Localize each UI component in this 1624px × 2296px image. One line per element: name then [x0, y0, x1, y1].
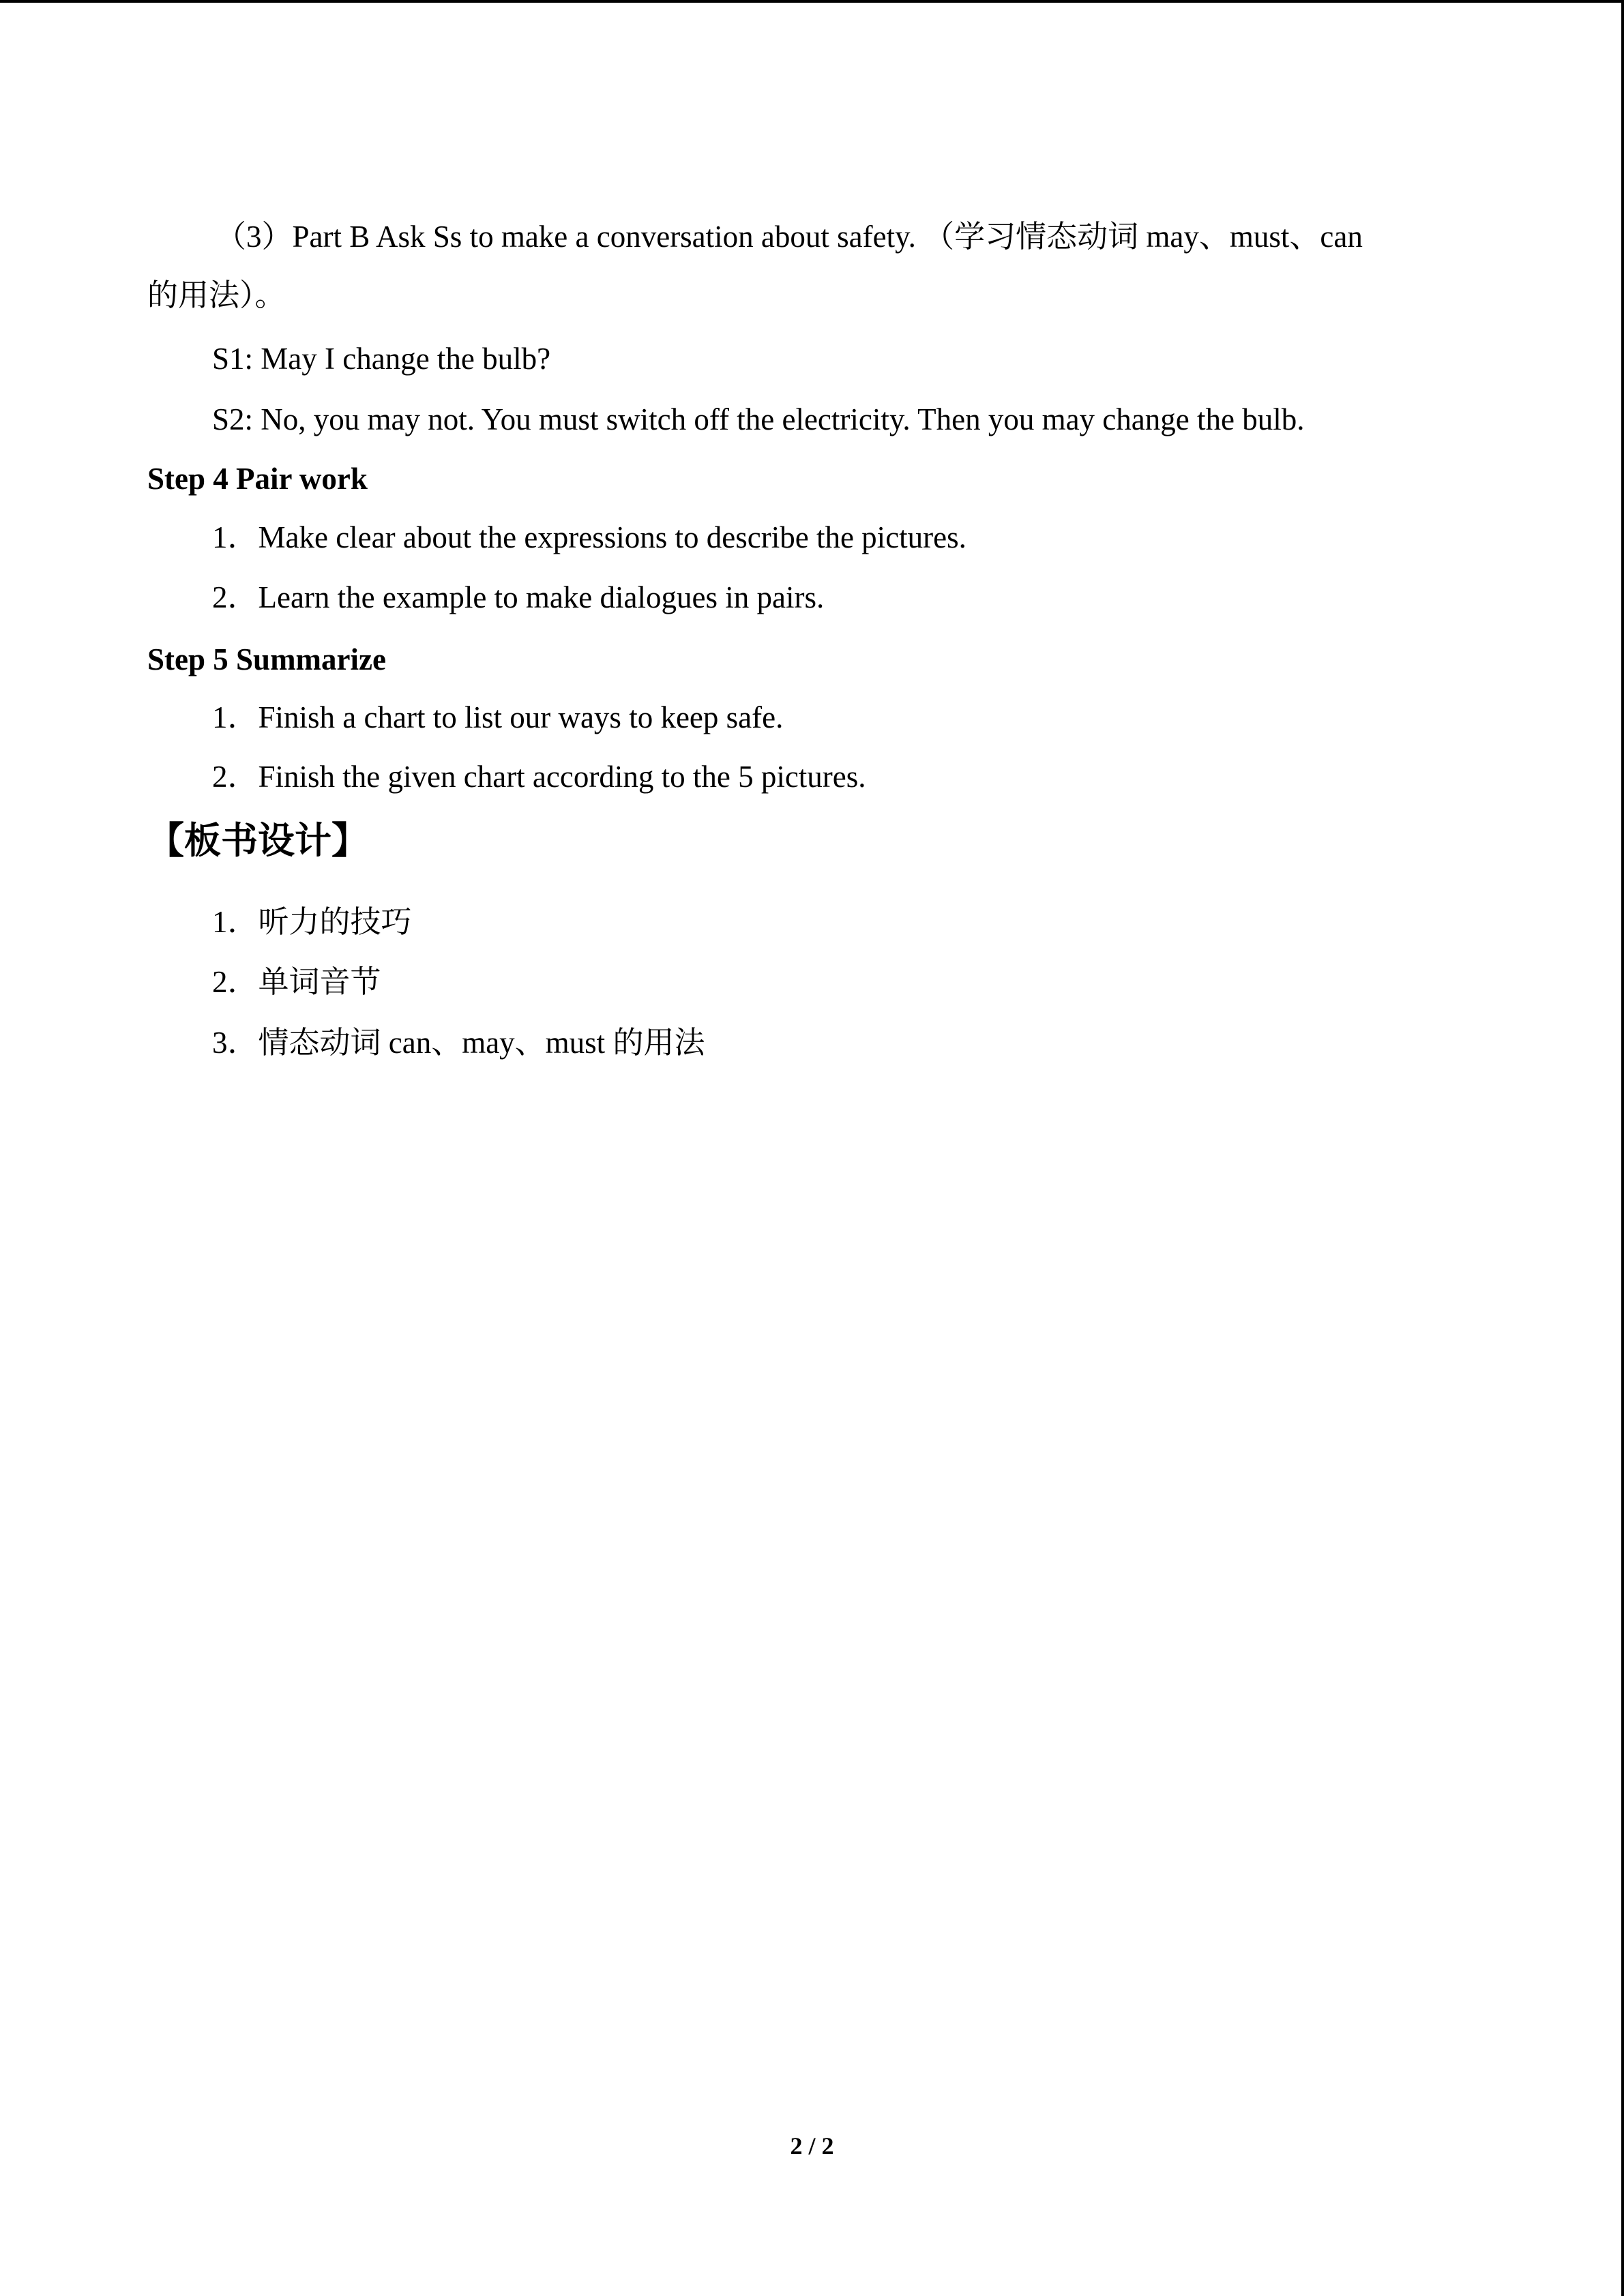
dialogue-s1: S1: May I change the bulb? [212, 342, 551, 376]
page-border-right [1621, 0, 1624, 2296]
step4-item-1: 1．Make clear about the expressions to describe the pictures. [212, 520, 966, 554]
step4-item-2: 2．Learn the example to make dialogues in pairs. [212, 580, 825, 614]
part-b-instruction-line2: 的用法）。 [147, 278, 286, 312]
board-design-item-2: 2．单词音节 [212, 965, 381, 999]
step5-heading: Step 5 Summarize [147, 642, 386, 676]
dialogue-s2: S2: No, you may not. You must switch off the electricity. Then you may change the bulb. [212, 402, 1305, 436]
board-design-item-1: 1．听力的技巧 [212, 905, 412, 939]
part-b-instruction-line1: （3）Part B Ask Ss to make a conversation about safety. （学习情态动词 may、must、can [216, 220, 1363, 254]
step5-item-1: 1．Finish a chart to list our ways to keep safe. [212, 700, 784, 734]
board-design-heading: 【板书设计】 [147, 820, 368, 861]
page-number: 2 / 2 [790, 2132, 834, 2160]
step4-heading: Step 4 Pair work [147, 462, 368, 496]
step5-item-2: 2．Finish the given chart according to the 5 pictures. [212, 760, 866, 794]
board-design-item-3: 3．情态动词 can、may、must 的用法 [212, 1026, 705, 1060]
page-border-top [0, 0, 1624, 3]
